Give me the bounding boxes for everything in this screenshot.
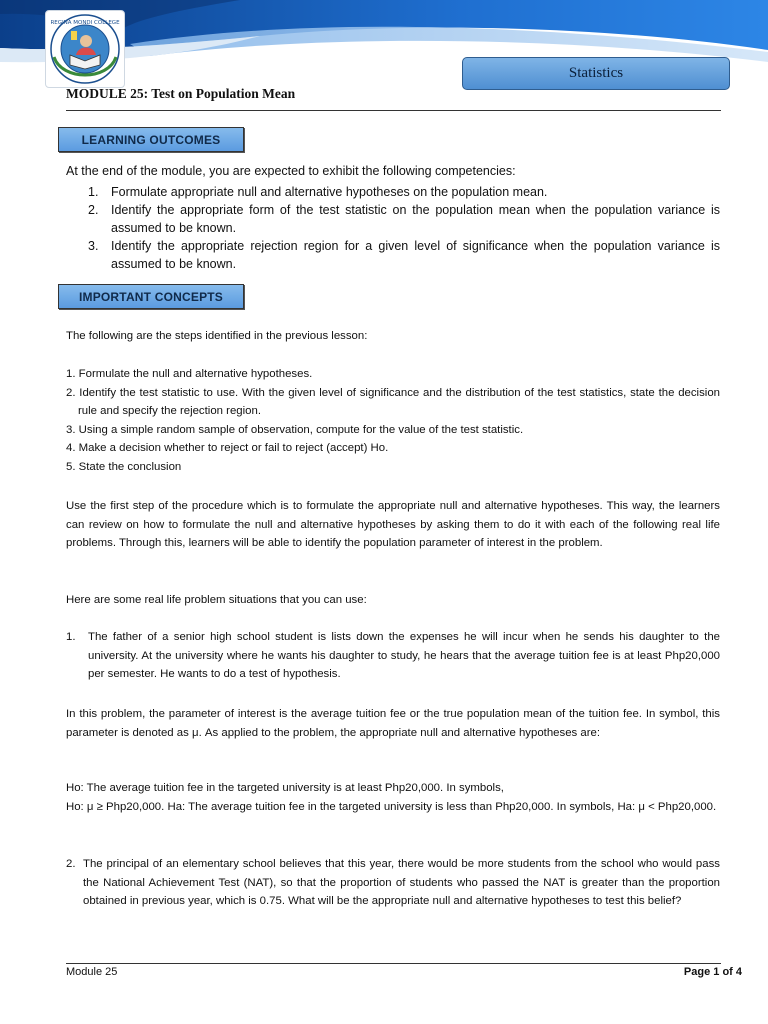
situations-intro-text: Here are some real life problem situations that you can use: xyxy=(66,594,367,606)
subject-label: Statistics xyxy=(462,57,730,90)
situations-intro xyxy=(66,591,720,610)
problem-text: The principal of an elementary school believes that this year, there would be more students from the school who would pass the National Achievement Test (NAT), so that the proportion of students who passed the NAT is greater than the proportion obtained in previous year, which is 0.75. What will be the appropriate null and alternative hypotheses to test this belief? xyxy=(83,858,720,908)
header-divider xyxy=(66,110,721,111)
step-item: 3. Using a simple random sample of observation, compute for the value of the test statistic. xyxy=(66,423,524,436)
outcome-number: 3. xyxy=(88,239,99,253)
svg-text:REGINA MONDI COLLEGE: REGINA MONDI COLLEGE xyxy=(50,20,120,26)
outcome-item xyxy=(88,237,720,273)
college-seal-icon xyxy=(46,11,124,87)
problem-number: 1. xyxy=(66,631,76,643)
outcome-number: 1. xyxy=(88,185,99,199)
college-logo xyxy=(45,10,125,88)
steps-intro xyxy=(66,327,720,346)
problem-text: The father of a senior high school student is lists down the expenses he will incur when he sends his daughter to the university. At the university where he wants his daughter to study, he hears that the average tuition fee is at least Php20,000 per semester. He wants to do a test of hypothesis. xyxy=(88,631,720,681)
outcome-number: 2. xyxy=(88,203,99,217)
outcome-text: Identify the appropriate form of the test statistic on the population mean when the population variance is assumed to be known. xyxy=(111,203,720,235)
null-hypothesis-line: Ho: The average tuition fee in the targeted university is at least Php20,000. In symbols, xyxy=(66,782,504,794)
outcome-item xyxy=(88,201,720,237)
outcome-text: Formulate appropriate null and alternative hypotheses on the population mean. xyxy=(111,185,548,199)
alternative-hypothesis-line: Ho: μ ≥ Php20,000. Ha: The average tuition fee in the targeted university is less than Php20,000. In symbols, Ha: μ < Php20,000. xyxy=(66,800,717,813)
step-item: 1. Formulate the null and alternative hypotheses. xyxy=(66,368,313,380)
page-number: Page 1 of 4 xyxy=(683,966,742,978)
outcome-text: Identify the appropriate rejection region for a given level of significance when the population variance is assumed to be known. xyxy=(111,239,720,271)
problem-2 xyxy=(66,855,720,911)
important-concepts-heading: IMPORTANT CONCEPTS xyxy=(58,284,244,309)
outcomes-intro: At the end of the module, you are expected to exhibit the following competencies: xyxy=(66,164,516,178)
hypotheses-paragraph xyxy=(66,779,720,816)
footer-divider xyxy=(66,963,721,964)
outcomes-list xyxy=(88,183,720,273)
parameter-paragraph xyxy=(66,705,720,742)
footer-module-label: Module 25 xyxy=(66,966,118,978)
step-item: 5. State the conclusion xyxy=(66,460,182,473)
problem-1 xyxy=(66,628,720,684)
parameter-paragraph-text: In this problem, the parameter of interest is the average tuition fee or the true population mean of the tuition fee. In symbol, this parameter is denoted as μ. As applied to the problem, the appropriate null and alternative hypotheses are: xyxy=(66,708,720,739)
steps-intro-text: The following are the steps identified in the previous lesson: xyxy=(66,330,368,342)
procedure-paragraph-text: Use the first step of the procedure which is to formulate the appropriate null and alternative hypotheses. This way, the learners can review on how to formulate the null and alternative hypotheses by asking them to do it with each of the following real life problems. Through this, learners will be able to identify the population parameter of interest in the problem. xyxy=(66,500,720,550)
problem-number: 2. xyxy=(66,858,76,870)
learning-outcomes-heading: LEARNING OUTCOMES xyxy=(58,127,244,152)
step-item: 4. Make a decision whether to reject or fail to reject (accept) Ho. xyxy=(66,442,389,455)
steps-list xyxy=(66,365,720,477)
outcome-item xyxy=(88,183,720,201)
module-title: MODULE 25: Test on Population Mean xyxy=(66,86,296,101)
step-item: 2. Identify the test statistic to use. With the given level of significance and the distribution of the test statistics, state the decision rule and specify the rejection region. xyxy=(66,386,720,418)
procedure-paragraph xyxy=(66,497,720,553)
